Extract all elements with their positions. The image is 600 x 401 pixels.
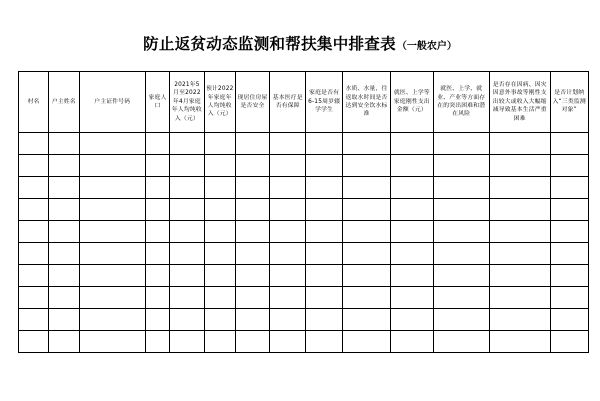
col-header-head-id — [79, 72, 146, 133]
col-header-label: 现居住房屋是否安全 — [237, 94, 268, 109]
table-body — [19, 133, 589, 353]
table-cell-village[interactable] — [19, 199, 49, 221]
table-cell-risk-hazard[interactable] — [433, 265, 489, 287]
table-cell-risk-hazard[interactable] — [433, 331, 489, 353]
table-cell-monitor-plan[interactable] — [550, 287, 588, 309]
table-cell-income-2022-est[interactable] — [204, 243, 235, 265]
col-header-household-size — [146, 72, 170, 133]
table-cell-monitor-plan[interactable] — [550, 243, 588, 265]
col-header-major-difficulty — [490, 72, 551, 133]
table-cell-children-school[interactable] — [306, 177, 342, 199]
table-cell-children-school[interactable] — [306, 133, 342, 155]
table-cell-head-name[interactable] — [49, 221, 79, 243]
table-cell-water-safe[interactable] — [342, 265, 390, 287]
table-cell-water-safe[interactable] — [342, 155, 390, 177]
table-row — [19, 243, 589, 265]
table-cell-housing-safe[interactable] — [235, 177, 269, 199]
table-cell-income-2022-est[interactable] — [204, 133, 235, 155]
table-cell-income-2021[interactable] — [170, 309, 204, 331]
table-cell-head-id[interactable] — [79, 287, 146, 309]
table-cell-medical-insured[interactable] — [270, 177, 306, 199]
table-row — [19, 177, 589, 199]
table-row — [19, 287, 589, 309]
table-cell-income-2021[interactable] — [170, 221, 204, 243]
table-cell-village[interactable] — [19, 265, 49, 287]
table-row — [19, 309, 589, 331]
table-cell-medical-insured[interactable] — [270, 243, 306, 265]
survey-table — [18, 71, 589, 353]
table-cell-children-school[interactable] — [306, 331, 342, 353]
table-cell-risk-hazard[interactable] — [433, 221, 489, 243]
table-cell-head-name[interactable] — [49, 265, 79, 287]
table-cell-household-size[interactable] — [146, 309, 170, 331]
table-row — [19, 199, 589, 221]
col-header-label: 家庭人口 — [148, 94, 167, 109]
table-cell-children-school[interactable] — [306, 221, 342, 243]
col-header-monitor-plan — [550, 72, 588, 133]
table-cell-income-2021[interactable] — [170, 155, 204, 177]
table-cell-medical-insured[interactable] — [270, 221, 306, 243]
table-cell-village[interactable] — [19, 177, 49, 199]
table-cell-medical-insured[interactable] — [270, 287, 306, 309]
col-header-label: 是否存在因病、因灾因意外事故等刚性支出较大或收入大幅缩减导致基本生活严重困难 — [492, 81, 547, 122]
table-cell-household-size[interactable] — [146, 133, 170, 155]
table-cell-rigid-expense[interactable] — [391, 309, 433, 331]
table-cell-village[interactable] — [19, 133, 49, 155]
table-cell-water-safe[interactable] — [342, 221, 390, 243]
table-cell-medical-insured[interactable] — [270, 155, 306, 177]
col-header-label: 基本医疗是否有保障 — [272, 94, 303, 109]
table-cell-head-name[interactable] — [49, 243, 79, 265]
table-cell-housing-safe[interactable] — [235, 221, 269, 243]
table-cell-village[interactable] — [19, 287, 49, 309]
table-cell-water-safe[interactable] — [342, 331, 390, 353]
table-cell-water-safe[interactable] — [342, 243, 390, 265]
table-cell-village[interactable] — [19, 155, 49, 177]
table-cell-children-school[interactable] — [306, 287, 342, 309]
table-cell-head-name[interactable] — [49, 287, 79, 309]
table-cell-head-name[interactable] — [49, 331, 79, 353]
table-cell-rigid-expense[interactable] — [391, 331, 433, 353]
table-header-row — [19, 72, 589, 133]
table-cell-monitor-plan[interactable] — [550, 331, 588, 353]
table-cell-risk-hazard[interactable] — [433, 309, 489, 331]
table-cell-village[interactable] — [19, 243, 49, 265]
table-cell-rigid-expense[interactable] — [391, 243, 433, 265]
col-header-water-safe — [342, 72, 390, 133]
table-cell-rigid-expense[interactable] — [391, 199, 433, 221]
table-cell-water-safe[interactable] — [342, 287, 390, 309]
table-cell-major-difficulty[interactable] — [490, 331, 551, 353]
table-cell-medical-insured[interactable] — [270, 331, 306, 353]
table-cell-water-safe[interactable] — [342, 309, 390, 331]
table-cell-head-id[interactable] — [79, 199, 146, 221]
table-cell-monitor-plan[interactable] — [550, 155, 588, 177]
table-cell-income-2022-est[interactable] — [204, 287, 235, 309]
col-header-rigid-expense — [391, 72, 433, 133]
table-cell-head-id[interactable] — [79, 155, 146, 177]
table-cell-housing-safe[interactable] — [235, 309, 269, 331]
table-row — [19, 133, 589, 155]
table-cell-village[interactable] — [19, 221, 49, 243]
table-cell-major-difficulty[interactable] — [490, 243, 551, 265]
table-cell-income-2021[interactable] — [170, 331, 204, 353]
table-cell-household-size[interactable] — [146, 265, 170, 287]
table-cell-children-school[interactable] — [306, 265, 342, 287]
col-header-risk-hazard — [433, 72, 489, 133]
table-cell-head-name[interactable] — [49, 309, 79, 331]
table-cell-children-school[interactable] — [306, 309, 342, 331]
table-cell-head-id[interactable] — [79, 265, 146, 287]
table-cell-housing-safe[interactable] — [235, 243, 269, 265]
col-header-label: 2021年5月至2022年4月家庭年人均纯收入（元） — [171, 81, 202, 122]
table-cell-monitor-plan[interactable] — [550, 177, 588, 199]
col-header-label: 村名 — [27, 98, 40, 105]
table-cell-household-size[interactable] — [146, 331, 170, 353]
table-cell-head-name[interactable] — [49, 155, 79, 177]
table-cell-income-2022-est[interactable] — [204, 155, 235, 177]
table-cell-household-size[interactable] — [146, 243, 170, 265]
table-cell-medical-insured[interactable] — [270, 133, 306, 155]
table-cell-risk-hazard[interactable] — [433, 133, 489, 155]
table-cell-income-2021[interactable] — [170, 133, 204, 155]
table-cell-housing-safe[interactable] — [235, 287, 269, 309]
col-header-housing-safe — [235, 72, 269, 133]
table-cell-income-2021[interactable] — [170, 287, 204, 309]
table-cell-monitor-plan[interactable] — [550, 199, 588, 221]
col-header-label: 预计2022年家庭年人均纯收入（元） — [205, 86, 234, 118]
col-header-label: 是否计划纳入“三类监测对象” — [552, 90, 586, 114]
table-cell-monitor-plan[interactable] — [550, 309, 588, 331]
col-header-label: 家庭是否有6-15周岁辍学学生 — [308, 90, 341, 114]
table-cell-medical-insured[interactable] — [270, 199, 306, 221]
table-cell-head-id[interactable] — [79, 133, 146, 155]
table-cell-water-safe[interactable] — [342, 133, 390, 155]
table-row — [19, 221, 589, 243]
table-row — [19, 155, 589, 177]
table-cell-income-2021[interactable] — [170, 265, 204, 287]
table-cell-rigid-expense[interactable] — [391, 133, 433, 155]
table-cell-monitor-plan[interactable] — [550, 221, 588, 243]
table-cell-major-difficulty[interactable] — [490, 199, 551, 221]
table-cell-household-size[interactable] — [146, 199, 170, 221]
table-cell-housing-safe[interactable] — [235, 199, 269, 221]
table-cell-risk-hazard[interactable] — [433, 243, 489, 265]
table-cell-housing-safe[interactable] — [235, 133, 269, 155]
title-subtitle: （一般农户） — [396, 41, 457, 52]
table-cell-income-2022-est[interactable] — [204, 331, 235, 353]
table-cell-head-name[interactable] — [49, 177, 79, 199]
table-cell-income-2022-est[interactable] — [204, 199, 235, 221]
table-cell-children-school[interactable] — [306, 199, 342, 221]
table-row — [19, 331, 589, 353]
table-cell-children-school[interactable] — [306, 155, 342, 177]
table-cell-income-2021[interactable] — [170, 177, 204, 199]
table-cell-rigid-expense[interactable] — [391, 287, 433, 309]
col-header-medical-insured — [270, 72, 306, 133]
table-cell-major-difficulty[interactable] — [490, 221, 551, 243]
table-cell-head-id[interactable] — [79, 309, 146, 331]
table-cell-housing-safe[interactable] — [235, 265, 269, 287]
table-cell-household-size[interactable] — [146, 155, 170, 177]
col-header-income-2021 — [170, 72, 204, 133]
table-cell-income-2022-est[interactable] — [204, 309, 235, 331]
table-cell-water-safe[interactable] — [342, 177, 390, 199]
table-cell-housing-safe[interactable] — [235, 331, 269, 353]
table-cell-head-name[interactable] — [49, 199, 79, 221]
table-cell-income-2022-est[interactable] — [204, 177, 235, 199]
table-cell-head-id[interactable] — [79, 177, 146, 199]
col-header-income-2022-est — [204, 72, 235, 133]
table-cell-risk-hazard[interactable] — [433, 177, 489, 199]
table-cell-monitor-plan[interactable] — [550, 265, 588, 287]
col-header-head-name — [49, 72, 79, 133]
table-cell-head-id[interactable] — [79, 331, 146, 353]
table-cell-village[interactable] — [19, 309, 49, 331]
table-cell-monitor-plan[interactable] — [550, 133, 588, 155]
table-cell-rigid-expense[interactable] — [391, 221, 433, 243]
table-cell-head-id[interactable] — [79, 243, 146, 265]
page-title — [0, 34, 600, 57]
col-header-label: 就医、上学、就业、产业等方面存在的突出困难和潜在风险 — [437, 86, 486, 118]
table-cell-major-difficulty[interactable] — [490, 177, 551, 199]
table-cell-household-size[interactable] — [146, 287, 170, 309]
table-cell-household-size[interactable] — [146, 221, 170, 243]
table-cell-rigid-expense[interactable] — [391, 155, 433, 177]
table-cell-household-size[interactable] — [146, 177, 170, 199]
table-cell-major-difficulty[interactable] — [490, 309, 551, 331]
table-cell-rigid-expense[interactable] — [391, 177, 433, 199]
table-cell-housing-safe[interactable] — [235, 155, 269, 177]
col-header-label: 就医、上学等家庭刚性支出金额（元） — [393, 90, 430, 114]
table-cell-income-2022-est[interactable] — [204, 221, 235, 243]
table-cell-risk-hazard[interactable] — [433, 287, 489, 309]
table-cell-water-safe[interactable] — [342, 199, 390, 221]
table-cell-medical-insured[interactable] — [270, 309, 306, 331]
table-cell-income-2021[interactable] — [170, 199, 204, 221]
table-cell-major-difficulty[interactable] — [490, 155, 551, 177]
table-row — [19, 265, 589, 287]
table-cell-head-id[interactable] — [79, 221, 146, 243]
table-cell-income-2021[interactable] — [170, 243, 204, 265]
col-header-label: 水质、水量，往返取水时间是否达到安全饮水标准 — [345, 86, 388, 118]
title-main: 防止返贫动态监测和帮扶集中排查表 — [143, 34, 396, 53]
table-cell-risk-hazard[interactable] — [433, 199, 489, 221]
table-cell-head-name[interactable] — [49, 133, 79, 155]
col-header-label: 户主姓名 — [51, 98, 76, 105]
col-header-village — [19, 72, 49, 133]
table-cell-major-difficulty[interactable] — [490, 133, 551, 155]
table-cell-medical-insured[interactable] — [270, 265, 306, 287]
table-cell-village[interactable] — [19, 331, 49, 353]
table-cell-risk-hazard[interactable] — [433, 155, 489, 177]
table-cell-major-difficulty[interactable] — [490, 287, 551, 309]
col-header-children-school — [306, 72, 342, 133]
table-cell-children-school[interactable] — [306, 243, 342, 265]
col-header-label: 户主证件号码 — [94, 98, 131, 105]
table-cell-major-difficulty[interactable] — [490, 265, 551, 287]
table-cell-rigid-expense[interactable] — [391, 265, 433, 287]
table-cell-income-2022-est[interactable] — [204, 265, 235, 287]
